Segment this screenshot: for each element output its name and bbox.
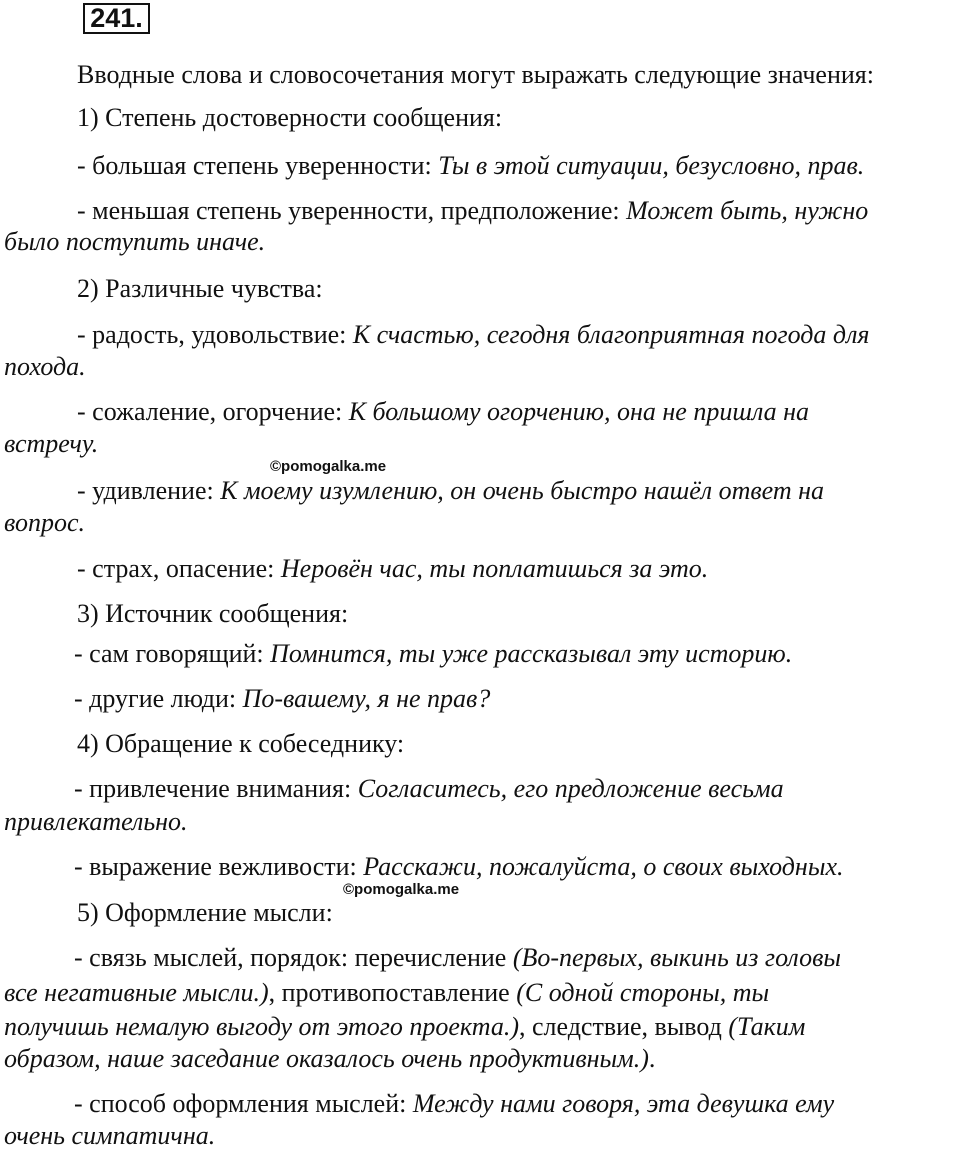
item-label: , следствие, вывод — [518, 1012, 729, 1041]
section-heading-text: 1) Степень достоверности сообщения: — [77, 103, 503, 132]
item-formulation — [0, 1087, 960, 1120]
item-example: образом, наше заседание оказалось очень продуктивным.) — [4, 1044, 649, 1073]
section-3-heading — [0, 597, 960, 630]
item-example: (С одной стороны, ты — [516, 978, 770, 1007]
item-example: Расскажи, пожалуйста, о своих выходных. — [363, 852, 844, 881]
section-heading-text: 2) Различные чувства: — [77, 274, 323, 303]
item-example-continued: встречу. — [4, 429, 99, 458]
exercise-number-badge: 241. — [83, 3, 150, 34]
section-4-heading — [0, 727, 960, 760]
item-regret-continued — [0, 427, 960, 460]
item-example: Ты в этой ситуации, безусловно, прав. — [438, 151, 865, 180]
item-connection — [0, 941, 960, 974]
section-heading-text: 3) Источник сообщения: — [77, 599, 349, 628]
item-label: - другие люди: — [74, 684, 243, 713]
item-joy-continued — [0, 350, 960, 383]
item-low-certainty — [0, 194, 960, 227]
item-politeness — [0, 850, 960, 883]
item-label: - сам говорящий: — [74, 639, 271, 668]
item-speaker — [0, 637, 960, 670]
section-heading-text: 4) Обращение к собеседнику: — [77, 729, 405, 758]
item-joy — [0, 318, 960, 351]
item-regret — [0, 395, 960, 428]
item-surprise-continued — [0, 506, 960, 539]
section-heading-text: 5) Оформление мысли: — [77, 898, 333, 927]
item-label: - страх, опасение: — [77, 554, 281, 583]
watermark: ©pomogalka.me — [343, 881, 460, 898]
section-1-heading — [0, 101, 960, 134]
item-example: К большому огорчению, она не пришла на — [348, 397, 810, 426]
item-others — [0, 682, 960, 715]
item-label: - большая степень уверенности: — [77, 151, 439, 180]
item-attention — [0, 772, 960, 805]
item-example: По-вашему, я не прав? — [242, 684, 491, 713]
item-low-certainty-continued — [0, 225, 960, 258]
item-example: Между нами говоря, эта девушка ему — [412, 1089, 835, 1118]
intro-text — [0, 58, 960, 91]
item-formulation-continued — [0, 1119, 960, 1152]
intro-text-content: Вводные слова и словосочетания могут выражать следующие значения: — [77, 60, 874, 89]
item-label: , противопоставление — [268, 978, 517, 1007]
item-example: К счастью, сегодня благоприятная погода для — [352, 320, 870, 349]
item-example-continued: очень симпатична. — [4, 1121, 216, 1150]
item-example: все негативные мысли.) — [4, 978, 269, 1007]
item-example: Может быть, нужно — [626, 196, 869, 225]
item-example: Согласитесь, его предложение весьма — [357, 774, 784, 803]
item-label: - связь мыслей, порядок: перечисление — [74, 943, 513, 972]
item-label: - радость, удовольствие: — [77, 320, 353, 349]
section-5-heading — [0, 896, 960, 929]
item-label: . — [648, 1044, 656, 1073]
item-example-continued: похода. — [4, 352, 86, 381]
item-label: - сожаление, огорчение: — [77, 397, 349, 426]
item-connection-line-3 — [0, 1010, 960, 1043]
item-surprise — [0, 474, 960, 507]
item-example: (Во-первых, выкинь из головы — [512, 943, 841, 972]
item-example: К моему изумлению, он очень быстро нашёл ответ на — [220, 476, 825, 505]
item-connection-line-2 — [0, 976, 960, 1009]
item-example-continued: вопрос. — [4, 508, 85, 537]
item-label: - удивление: — [77, 476, 221, 505]
item-example-continued: привлекательно. — [4, 807, 188, 836]
item-fear — [0, 552, 960, 585]
item-label: - способ оформления мыслей: — [74, 1089, 413, 1118]
item-connection-line-4 — [0, 1042, 960, 1075]
section-2-heading — [0, 272, 960, 305]
watermark: ©pomogalka.me — [270, 458, 387, 475]
item-high-certainty — [0, 149, 960, 182]
item-label: - меньшая степень уверенности, предположение: — [77, 196, 627, 225]
item-example: получишь немалую выгоду от этого проекта.) — [4, 1012, 519, 1041]
item-example: Неровён час, ты поплатишься за это. — [280, 554, 709, 583]
item-example: (Таким — [728, 1012, 806, 1041]
item-attention-continued — [0, 805, 960, 838]
item-example: Помнится, ты уже рассказывал эту историю. — [270, 639, 793, 668]
item-example-continued: было поступить иначе. — [4, 227, 266, 256]
item-label: - привлечение внимания: — [74, 774, 358, 803]
item-label: - выражение вежливости: — [74, 852, 364, 881]
